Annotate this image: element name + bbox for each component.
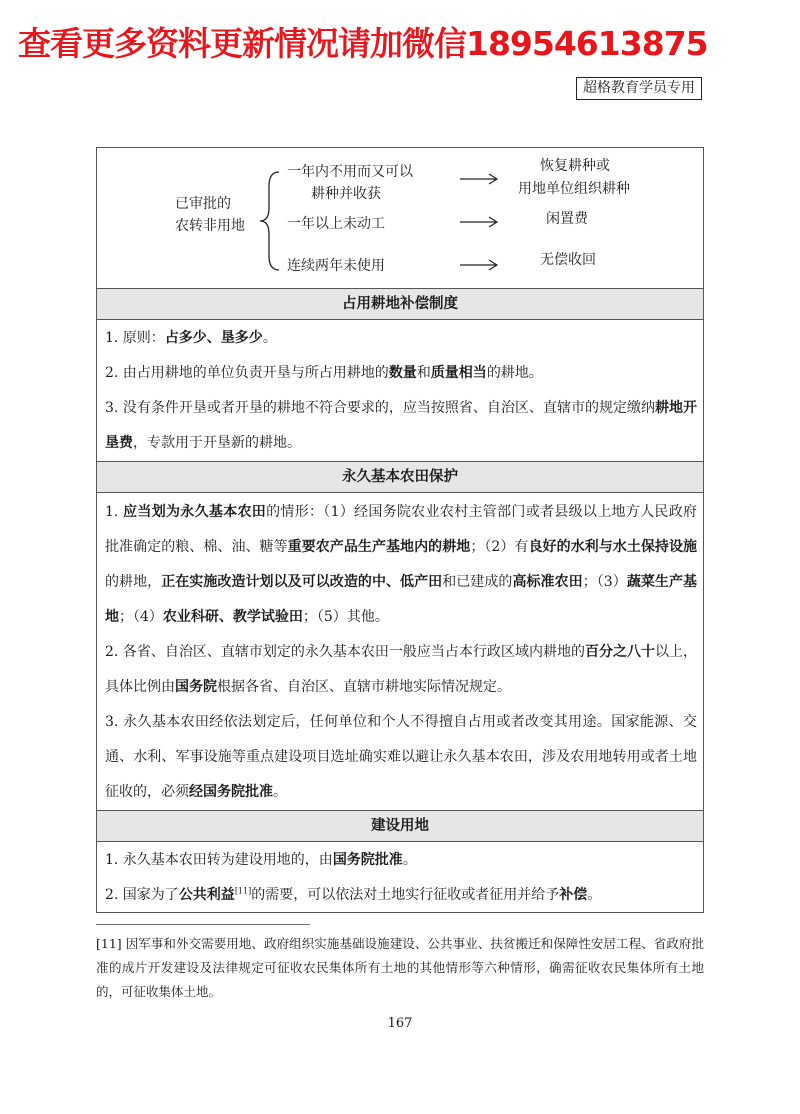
text-run: 3. 永久基本农田经依法划定后，任何单位和个人不得擅自占用或者改变其用途。国家能源、交通、水利、军事设施等重点建设项目选址确实难以避让永久基本农田，涉及农用地转用或者土地征收的，必须: [105, 714, 697, 800]
footnote: [11] 因军事和外交需要用地、政府组织实施基础设施建设、公共事业、扶贫搬迁和保障性安居工程、省政府批准的成片开发建设及法律规定可征收农民集体所有土地的其他情形等六种情形，确需征收农民集体所有土地的，可征收集体土地。: [96, 936, 704, 999]
text-run: 。: [273, 784, 287, 800]
emphasis-text: 质量相当: [430, 365, 487, 381]
right-arrow-icon: [459, 172, 499, 186]
text-run: 的耕地。: [486, 365, 543, 381]
flow-condition: 一年以上未动工: [287, 216, 385, 232]
emphasis-text: 重要农产品生产基地内的耕地: [287, 539, 471, 555]
section-paragraph: [105, 878, 697, 913]
section-header: 占用耕地补偿制度: [97, 288, 703, 320]
flow-condition: 一年内不用而又可以: [287, 164, 413, 180]
emphasis-text: 耕地开垦费: [105, 400, 697, 451]
emphasis-text: 百分之八十: [584, 644, 655, 660]
page-number: 167: [387, 1016, 413, 1031]
text-run: 根据各省、自治区、直辖市耕地实际情况规定。: [217, 679, 511, 695]
flow-condition: 耕种并收获: [311, 186, 381, 202]
watermark-text: 查看更多资料更新情况请加微信18954613875: [18, 24, 708, 63]
section-paragraph: [105, 356, 697, 391]
section-paragraph: [105, 705, 697, 810]
text-run: ；（5）其他。: [302, 609, 389, 625]
text-run: 和: [416, 365, 431, 381]
flow-result: 恢复耕种或: [540, 158, 610, 174]
text-run: 3. 没有条件开垦或者开垦的耕地不符合要求的，应当按照省、自治区、直辖市的规定缴纳: [105, 400, 655, 416]
text-run: 2. 国家为了: [105, 887, 179, 903]
flow-result: 用地单位组织耕种: [518, 181, 630, 197]
land-use-flowchart: [97, 148, 703, 289]
text-run: 以上，具体比例由: [105, 644, 698, 695]
student-use-badge: 超格教育学员专用: [576, 77, 702, 100]
section-paragraph: [105, 843, 697, 878]
footnote-divider: [96, 924, 310, 925]
emphasis-text: 蔬菜生产基地: [105, 574, 698, 625]
section-paragraph: [105, 321, 697, 356]
text-run: ；（4）: [119, 609, 163, 625]
emphasis-text: 国务院批准: [332, 852, 403, 868]
emphasis-text: 数量: [388, 365, 417, 381]
curly-brace-icon: [257, 170, 281, 272]
footnote-ref: [11]: [234, 886, 252, 896]
emphasis-text: 占多少、垦多少: [164, 330, 263, 346]
text-run: 2. 各省、自治区、直辖市划定的永久基本农田一般应当占本行政区域内耕地的: [105, 644, 585, 660]
emphasis-text: 良好的水利与水土保持设施: [528, 539, 698, 555]
text-run: 1. 永久基本农田转为建设用地的，由: [105, 852, 333, 868]
emphasis-text: 公共利益: [178, 887, 235, 903]
flow-result: 闲置费: [546, 211, 588, 227]
section-paragraph: [105, 635, 697, 705]
text-run: 的需要，可以依法对土地实行征收或者征用并给予: [251, 887, 560, 903]
flow-left-label: 已审批的: [175, 196, 231, 212]
section-header: 建设用地: [97, 810, 703, 842]
text-run: ；（2）有: [470, 539, 529, 555]
right-arrow-icon: [459, 258, 499, 272]
text-run: 。: [402, 852, 417, 868]
emphasis-text: 国务院: [175, 679, 217, 695]
emphasis-text: 农业科研、教学试验田: [162, 609, 303, 625]
text-run: 。: [262, 330, 277, 346]
text-run: 1. 原则：: [105, 330, 165, 346]
right-arrow-icon: [459, 215, 499, 229]
emphasis-text: 应当划为永久基本农田: [123, 504, 267, 520]
text-run: 的情形：（1）经国务院农业农村主管部门或者县级以上地方人民政府批准确定的粮、棉、油、糖等: [105, 504, 698, 555]
text-run: 的耕地，: [105, 574, 162, 590]
flow-result: 无偿收回: [540, 252, 596, 268]
text-run: 。: [587, 887, 602, 903]
flow-left-label: 农转非用地: [175, 218, 245, 234]
text-run: ，专款用于开垦新的耕地。: [133, 435, 301, 451]
text-run: 和已建成的: [442, 574, 513, 590]
section-paragraph: [105, 391, 697, 461]
text-run: ；（3）: [582, 574, 627, 590]
section-paragraph: [105, 495, 697, 635]
emphasis-text: 补偿: [559, 887, 588, 903]
content-table: [96, 147, 704, 913]
text-run: 2. 由占用耕地的单位负责开垦与所占用耕地的: [105, 365, 389, 381]
text-run: 1.: [105, 504, 124, 520]
flow-condition: 连续两年未使用: [287, 258, 385, 274]
emphasis-text: 正在实施改造计划以及可以改造的中、低产田: [161, 574, 443, 590]
emphasis-text: 经国务院批准: [189, 784, 273, 800]
emphasis-text: 高标准农田: [512, 574, 583, 590]
section-header: 永久基本农田保护: [97, 461, 703, 493]
